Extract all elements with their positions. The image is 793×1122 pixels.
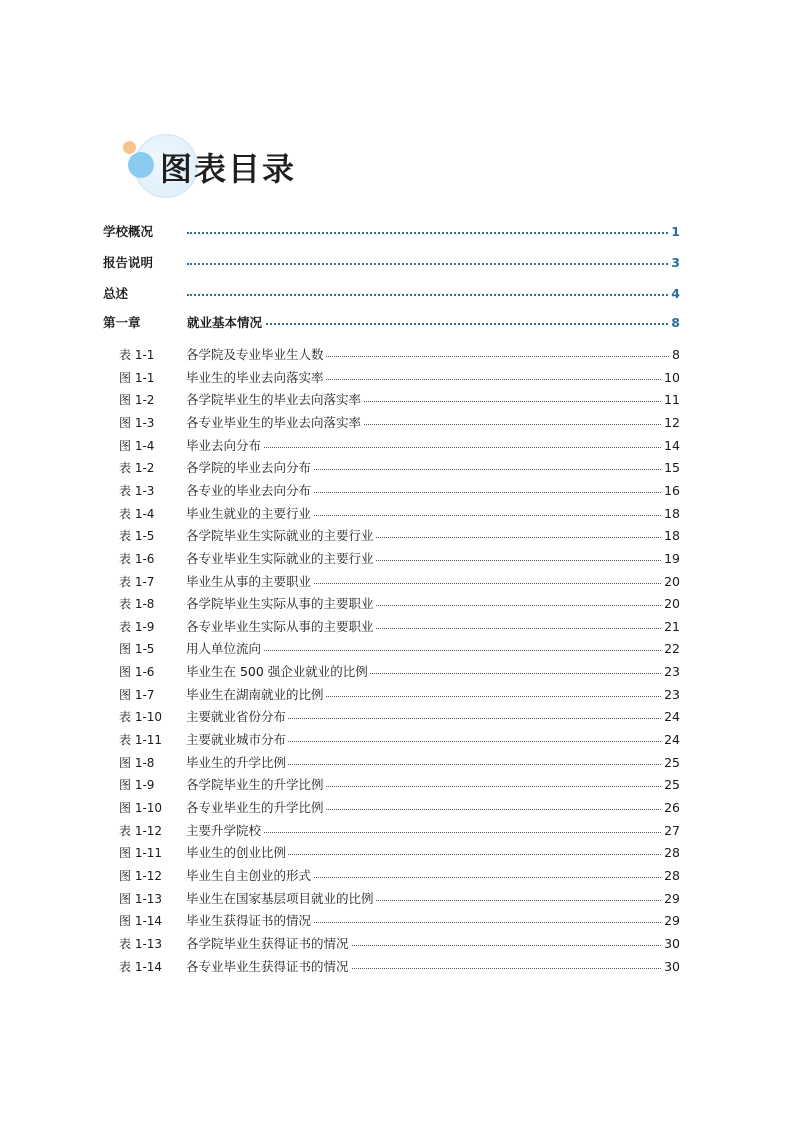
title-decoration [120, 130, 320, 200]
page-number: 20 [662, 594, 680, 614]
page-number: 24 [662, 730, 680, 750]
page-number: 16 [662, 481, 680, 501]
page-number: 11 [662, 390, 680, 410]
page-number: 19 [662, 549, 680, 569]
toc-label: 表 1-8 [119, 597, 155, 611]
toc-label: 表 1-9 [119, 620, 155, 634]
toc-title: 用人单位流向 [186, 639, 263, 659]
toc-entry-row[interactable] [0, 368, 793, 388]
toc-label: 学校概况 [103, 224, 154, 239]
toc-label: 图 1-12 [119, 869, 163, 883]
toc-title: 主要就业省份分布 [186, 707, 288, 727]
toc-label: 图 1-9 [119, 778, 155, 792]
toc-label: 表 1-1 [119, 348, 155, 362]
toc-entry-row[interactable] [0, 481, 793, 501]
toc-label: 图 1-11 [119, 846, 163, 860]
toc-label: 图 1-3 [119, 416, 155, 430]
toc-title: 各学院毕业生获得证书的情况 [186, 934, 351, 954]
toc-label: 第一章 [103, 315, 141, 330]
page-number: 1 [669, 222, 680, 242]
toc-label: 表 1-5 [119, 529, 155, 543]
toc-title: 毕业生自主创业的形式 [186, 866, 313, 886]
toc-entry-row[interactable] [0, 730, 793, 750]
page-title: 图表目录 [160, 150, 297, 188]
toc-entry-row[interactable] [0, 572, 793, 592]
toc-entry-row[interactable] [0, 526, 793, 546]
toc-entry-row[interactable] [0, 685, 793, 705]
toc-entry-row[interactable] [0, 639, 793, 659]
toc-label: 表 1-7 [119, 575, 155, 589]
toc-entry-row[interactable] [0, 957, 793, 977]
toc-entry-row[interactable] [0, 753, 793, 773]
toc-title: 毕业生的创业比例 [186, 843, 288, 863]
toc-title: 毕业生获得证书的情况 [186, 911, 313, 931]
page-number: 4 [669, 284, 680, 304]
toc-title: 就业基本情况 [187, 313, 264, 333]
toc-label: 表 1-4 [119, 507, 155, 521]
toc-title: 毕业生在湖南就业的比例 [186, 685, 326, 705]
toc-section-row[interactable] [0, 313, 793, 333]
page-number: 14 [662, 436, 680, 456]
toc-entry-row[interactable] [0, 436, 793, 456]
page-number: 30 [662, 957, 680, 977]
toc-title: 各专业的毕业去向分布 [186, 481, 313, 501]
toc-entry-row[interactable] [0, 707, 793, 727]
page-number: 3 [669, 253, 680, 273]
toc-label: 表 1-11 [119, 733, 163, 747]
toc-title: 毕业去向分布 [186, 436, 263, 456]
toc-label: 表 1-6 [119, 552, 155, 566]
toc-title: 各学院的毕业去向分布 [186, 458, 313, 478]
toc-entry-row[interactable] [0, 821, 793, 841]
toc-label: 图 1-2 [119, 393, 155, 407]
toc-label: 图 1-8 [119, 756, 155, 770]
toc-title: 各专业毕业生的毕业去向落实率 [186, 413, 363, 433]
toc-label: 图 1-6 [119, 665, 155, 679]
toc-entry-row[interactable] [0, 504, 793, 524]
page-number: 28 [662, 843, 680, 863]
toc-entry-row[interactable] [0, 775, 793, 795]
toc-title: 各学院毕业生的升学比例 [186, 775, 326, 795]
toc-entry-row[interactable] [0, 911, 793, 931]
page-number: 29 [662, 911, 680, 931]
toc-entry-row[interactable] [0, 594, 793, 614]
page-number: 26 [662, 798, 680, 818]
toc-title: 毕业生的升学比例 [186, 753, 288, 773]
toc-entry-row[interactable] [0, 889, 793, 909]
toc-title: 毕业生在 500 强企业就业的比例 [186, 662, 370, 682]
toc-entry-row[interactable] [0, 843, 793, 863]
page-number: 22 [662, 639, 680, 659]
toc-entry-row[interactable] [0, 934, 793, 954]
toc-title: 各学院及专业毕业生人数 [186, 345, 326, 365]
toc-title: 主要就业城市分布 [186, 730, 288, 750]
page-number: 20 [662, 572, 680, 592]
toc-title: 各专业毕业生实际从事的主要职业 [186, 617, 376, 637]
toc-title: 毕业生从事的主要职业 [186, 572, 313, 592]
toc-entry-row[interactable] [0, 662, 793, 682]
toc-entry-row[interactable] [0, 345, 793, 365]
toc-label: 图 1-10 [119, 801, 163, 815]
page-number: 23 [662, 685, 680, 705]
toc-title: 毕业生在国家基层项目就业的比例 [186, 889, 376, 909]
page-number: 18 [662, 526, 680, 546]
toc-section-row[interactable] [0, 284, 793, 304]
toc-title: 各专业毕业生实际就业的主要行业 [186, 549, 376, 569]
toc-title: 各学院毕业生实际就业的主要行业 [186, 526, 376, 546]
page-number: 24 [662, 707, 680, 727]
toc-entry-row[interactable] [0, 413, 793, 433]
toc-label: 图 1-4 [119, 439, 155, 453]
toc-title: 各学院毕业生的毕业去向落实率 [186, 390, 363, 410]
page-number: 25 [662, 775, 680, 795]
toc-label: 表 1-3 [119, 484, 155, 498]
toc-entry-row[interactable] [0, 866, 793, 886]
dot-leader [187, 294, 675, 296]
page-number: 8 [669, 313, 680, 333]
toc-label: 表 1-13 [119, 937, 163, 951]
toc-label: 图 1-5 [119, 642, 155, 656]
toc-label: 图 1-14 [119, 914, 163, 928]
toc-label: 图 1-1 [119, 371, 155, 385]
toc-section-row[interactable] [0, 253, 793, 273]
decorative-circle-orange [123, 141, 136, 154]
dot-leader [187, 263, 675, 265]
toc-title: 主要升学院校 [186, 821, 263, 841]
page-number: 8 [670, 345, 680, 365]
toc-entry-row[interactable] [0, 798, 793, 818]
toc-label: 总述 [103, 286, 129, 301]
dot-leader [187, 232, 675, 234]
page-number: 30 [662, 934, 680, 954]
toc-label: 表 1-10 [119, 710, 163, 724]
decorative-circle-blue [128, 152, 154, 178]
page-number: 12 [662, 413, 680, 433]
toc-label: 表 1-12 [119, 824, 163, 838]
toc-label: 表 1-2 [119, 461, 155, 475]
page-number: 10 [662, 368, 680, 388]
page-number: 25 [662, 753, 680, 773]
toc-label: 报告说明 [103, 255, 154, 270]
page-number: 21 [662, 617, 680, 637]
toc-title: 各专业毕业生的升学比例 [186, 798, 326, 818]
page-number: 28 [662, 866, 680, 886]
toc-entry-row[interactable] [0, 549, 793, 569]
page-number: 29 [662, 889, 680, 909]
toc-label: 表 1-14 [119, 960, 163, 974]
page-number: 18 [662, 504, 680, 524]
toc-label: 图 1-13 [119, 892, 163, 906]
toc-title: 毕业生就业的主要行业 [186, 504, 313, 524]
page-number: 27 [662, 821, 680, 841]
toc-section-row[interactable] [0, 222, 793, 242]
toc-title: 各专业毕业生获得证书的情况 [186, 957, 351, 977]
toc-title: 毕业生的毕业去向落实率 [186, 368, 326, 388]
toc-entry-row[interactable] [0, 617, 793, 637]
toc-label: 图 1-7 [119, 688, 155, 702]
toc-title: 各学院毕业生实际从事的主要职业 [186, 594, 376, 614]
toc-entry-row[interactable] [0, 390, 793, 410]
toc-entry-row[interactable] [0, 458, 793, 478]
page-number: 15 [662, 458, 680, 478]
page-number: 23 [662, 662, 680, 682]
